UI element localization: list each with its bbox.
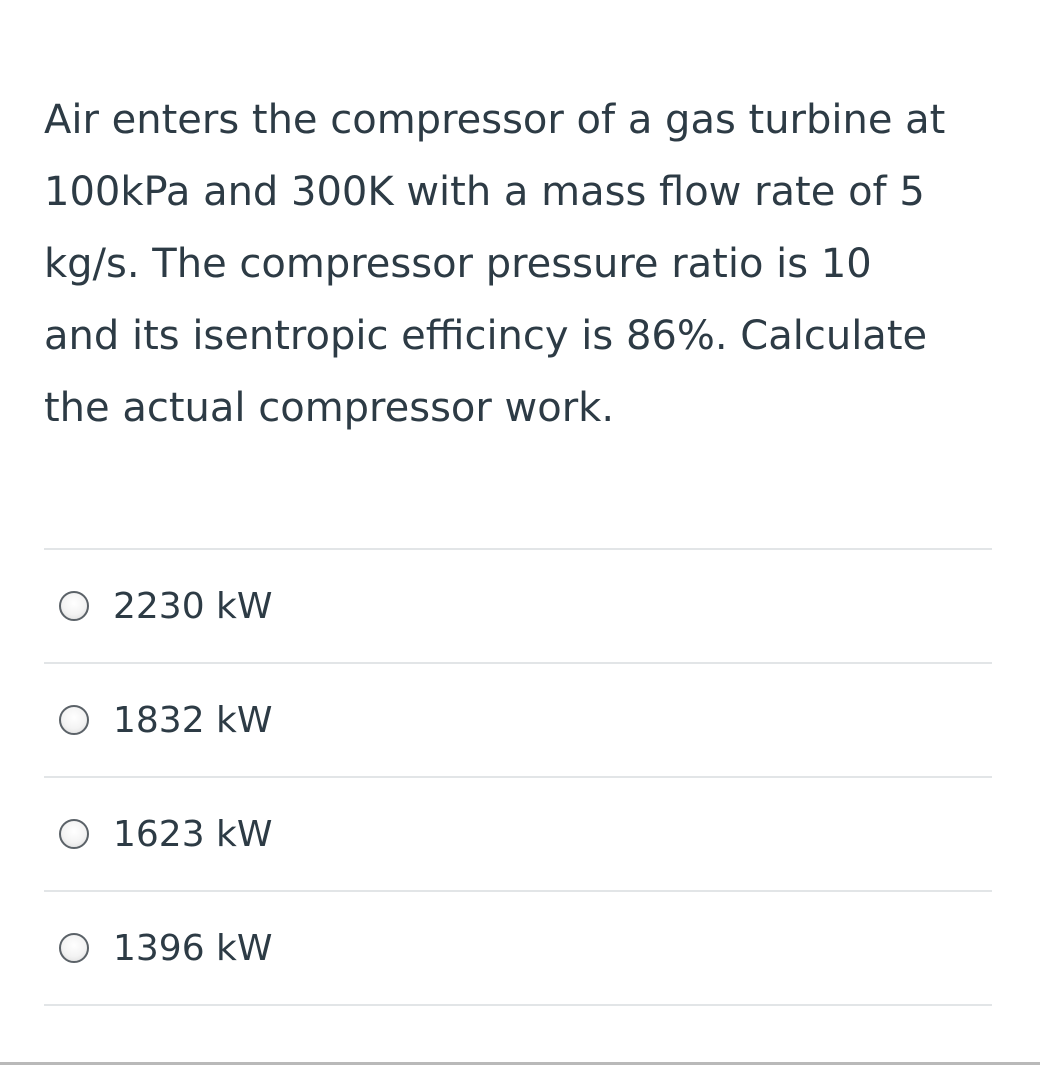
radio-button-icon[interactable]	[59, 705, 89, 735]
answer-option-1[interactable]	[44, 550, 992, 664]
answer-option-2[interactable]	[44, 664, 992, 778]
question-line: the actual compressor work.	[44, 385, 615, 431]
answer-label: 1623 kW	[113, 813, 273, 855]
question-line: and its isentropic efficincy is 86%. Calculate	[44, 313, 928, 359]
answer-label: 1832 kW	[113, 699, 273, 741]
answer-option-3[interactable]	[44, 778, 992, 892]
question-line: kg/s. The compressor pressure ratio is 10	[44, 241, 872, 287]
question-line: 100kPa and 300K with a mass flow rate of 5	[44, 169, 925, 215]
radio-button-icon[interactable]	[59, 591, 89, 621]
radio-button-icon[interactable]	[59, 819, 89, 849]
question-text	[44, 84, 1004, 444]
radio-button-icon[interactable]	[59, 933, 89, 963]
answer-label: 2230 kW	[113, 585, 273, 627]
bottom-divider	[0, 1062, 1040, 1065]
question-line: Air enters the compressor of a gas turbine at	[44, 97, 946, 143]
answer-option-4[interactable]	[44, 892, 992, 1006]
answer-label: 1396 kW	[113, 927, 273, 969]
answer-list	[44, 548, 992, 1006]
